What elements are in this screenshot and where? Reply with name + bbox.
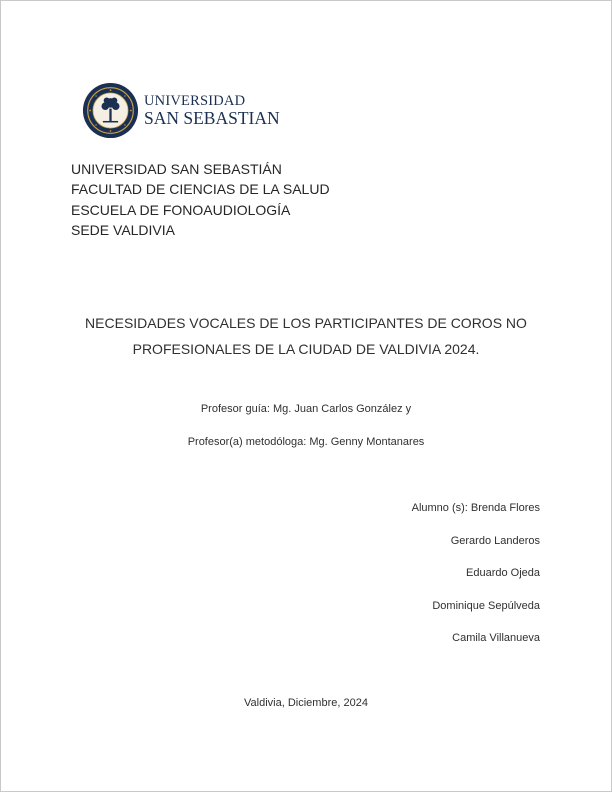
advisor-methodology: Profesor(a) metodóloga: Mg. Genny Montanares — [187, 436, 425, 448]
student-line-5: Camila Villanueva — [452, 632, 540, 644]
institution-school: ESCUELA DE FONOAUDIOLOGÍA — [71, 201, 291, 218]
student-line-4: Dominique Sepúlveda — [432, 599, 540, 612]
institution-university: UNIVERSIDAD SAN SEBASTIÁN — [71, 161, 282, 177]
advisor-guide: Profesor guía: Mg. Juan Carlos González y — [200, 403, 412, 415]
student-line-2: Gerardo Landeros — [450, 534, 540, 547]
logo-text-line1: UNIVERSIDAD — [144, 93, 246, 109]
place-date: Valdivia, Diciembre, 2024 — [244, 697, 368, 709]
institution-campus: SEDE VALDIVIA — [71, 221, 176, 238]
thesis-title-line1: NECESIDADES VOCALES DE LOS PARTICIPANTES DE COROS NO — [85, 315, 527, 331]
logo-wordmark — [144, 94, 280, 127]
student-line-3: Eduardo Ojeda — [466, 567, 540, 579]
institution-block — [71, 159, 330, 240]
thesis-title — [0, 310, 612, 362]
student-line-1: Alumno (s): Brenda Flores — [411, 502, 540, 514]
university-logo — [82, 82, 280, 139]
institution-faculty: FACULTAD DE CIENCIAS DE LA SALUD — [71, 181, 330, 198]
logo-text-line2: SAN SEBASTIAN — [144, 107, 280, 128]
university-seal-icon — [82, 82, 139, 139]
thesis-title-line2: PROFESIONALES DE LA CIUDAD DE VALDIVIA 2024. — [132, 341, 480, 357]
students-block — [412, 500, 540, 663]
